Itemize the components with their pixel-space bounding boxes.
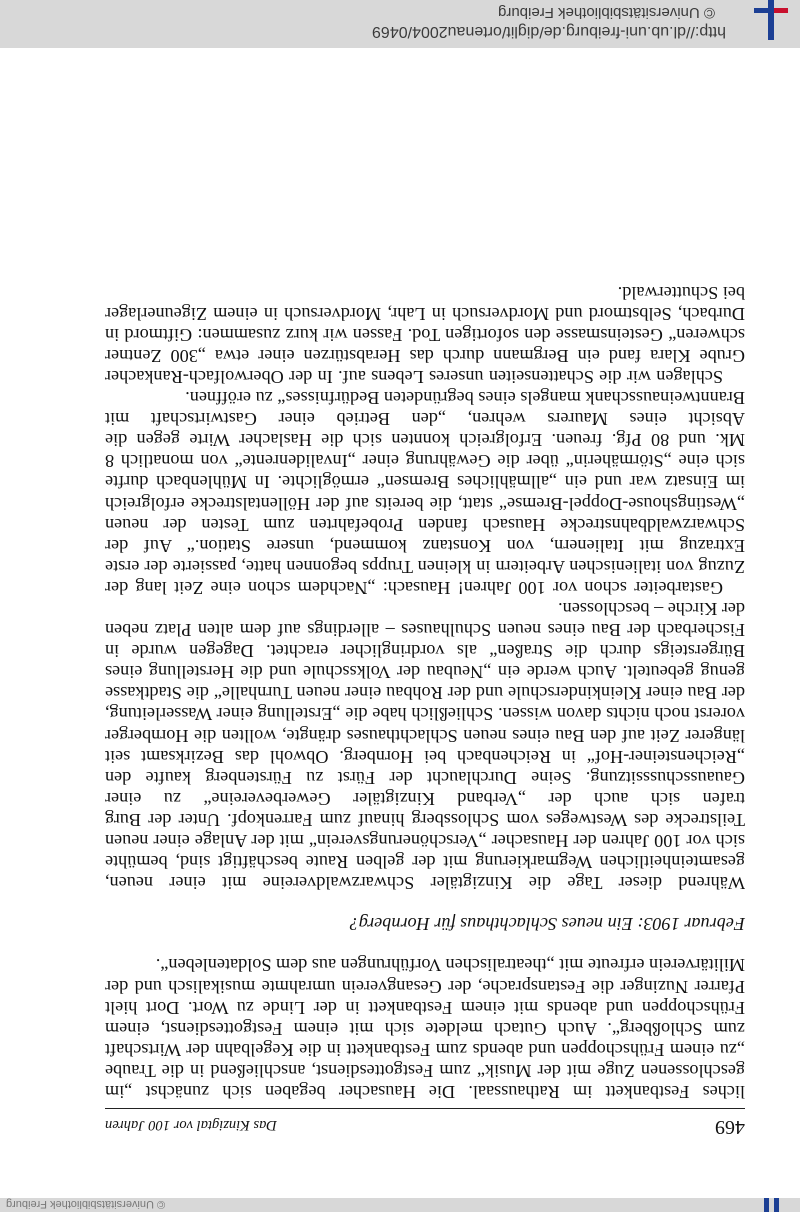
bottom-logo-icon bbox=[756, 1198, 786, 1212]
running-header bbox=[105, 1108, 745, 1138]
paragraph: Schlagen wir die Schattenseiten unseres Lebens auf. In der Oberwolfach-Rankacher Grube Klara fand ein Bergmann durch das Herabstürzen einer etwa „300 Zentner schweren“ Gesteinsmasse den sofortigen Tod. Fassen wir kurz zusammen: Giftmord in Durbach, Selbstmord und Mordversuch in Lahr, Mordversuch in einem Zigeunerlager bei Schutterwald. bbox=[105, 282, 745, 387]
running-title: Das Kinzigtal vor 100 Jahren bbox=[105, 1117, 277, 1133]
bottom-credit: © Universitätsbibliothek Freiburg bbox=[6, 1198, 166, 1210]
paragraph: Gastarbeiter schon vor 100 Jahren! Hausach: „Nachdem schon eine Zeit lang der Zuzug von italienischen Arbeitern in kleinen Trupps begonnen hatte, passierte der erste Extrazug mit Italienern, von Konstanz kommend, unsere Station.“ Auf der Schwarzwaldbahnstrecke Hausach fanden Probefahrten zum Testen der neuen „Westingshouse-Doppel-Bremse“ statt, die bereits auf der Höllentalstrecke erfolgreich im Einsatz war und ein „allmähliches Bremsen“ ermöglichte. In Mühlenbach durfte sich eine „Störmäherin“ über die Gewährung einer „Invalidenrente“ von monatlich 8 Mk. und 80 Pfg. freuen. Erfolgreich konnten sich die Haslacher Wirte gegen die Absicht eines Maurers wehren, „den Betrieb einer Gastwirtschaft mit Branntweinausschank mangels eines begründeten Bedürfnisses“ zu eröffnen. bbox=[105, 388, 745, 598]
section-heading: Februar 1903: Ein neues Schlachthaus für Hornberg? bbox=[349, 914, 745, 935]
viewer-top-bar bbox=[0, 0, 800, 48]
page-number: 469 bbox=[715, 1116, 745, 1138]
university-logo-icon bbox=[750, 0, 790, 48]
scanned-page bbox=[0, 48, 800, 1198]
page-content-rotated bbox=[105, 128, 745, 1138]
paragraph: liches Festbankett im Rathaussaal. Die Hausacher begaben sich zunächst „im geschlossenen Zuge mit der Musik“ zum Festgottesdienst, anschließend in die Traube „zu einem Frühschoppen und abends zum Festbankett in die Kegelbahn der Wirtschaft zum Schloßberg“. Auch Gutach meldete sich mit einem Festgottesdienst, einem Frühschoppen und abends mit einem Festbankett in der Linde zu Wort. Dort hielt Pfarrer Nuzinger die Festansprache, der Gesangverein umrahmte musikalisch und der Militärverein erfreute mit „theatralischen Vorführungen aus dem Soldatenleben“. bbox=[105, 955, 745, 1102]
library-credit: © Universitätsbibliothek Freiburg bbox=[498, 4, 715, 21]
document-url[interactable]: http://dl.ub.uni-freiburg.de/diglit/ortenau2004/0469 bbox=[372, 23, 727, 40]
viewer-bottom-bar bbox=[0, 1198, 800, 1212]
paragraph: Während dieser Tage die Kinzigtäler Schwarzwaldvereine mit einer neuen, gesamteinheitlichen Wegmarkierung mit der gelben Raute beschäftigt sind, bemühte sich vor 100 Jahren der Hausacher „Verschönerungsverein“ mit der Anlage einer neuen Teilstrecke des Westweges vom Schlossberg hinauf zum Farrenkopf. Unter der Burg trafen sich auch der „Verband Kinzigtäler Gewerbevereine“ zu einer Gauausschusssitzung. Seine Durchlaucht der Fürst zu Fürstenberg kaufte den „Reichensteiner-Hof“ in Reichenbach bei Hornberg. Obwohl das Bezirksamt seit längerer Zeit auf den Bau eines neuen Schlachthauses drängte, wollten die Hornberger vorerst noch nichts davon wissen. Schließlich habe die „Erstellung einer Wasserleitung, der Bau einer Kleinkinderschule und der Rohbau einer neuen Turnhalle“ die Stadtkasse genug gebeutelt. Auch werde ein „Neubau der Volksschule und die Herstellung eines Bürgersteigs durch die Straßen“ als vordringlicher erachtet. Dagegen wurde in Fischerbach der Bau eines neuen Schulhauses – allerdings auf dem alten Platz neben der Kirche – beschlossen. bbox=[105, 599, 745, 894]
